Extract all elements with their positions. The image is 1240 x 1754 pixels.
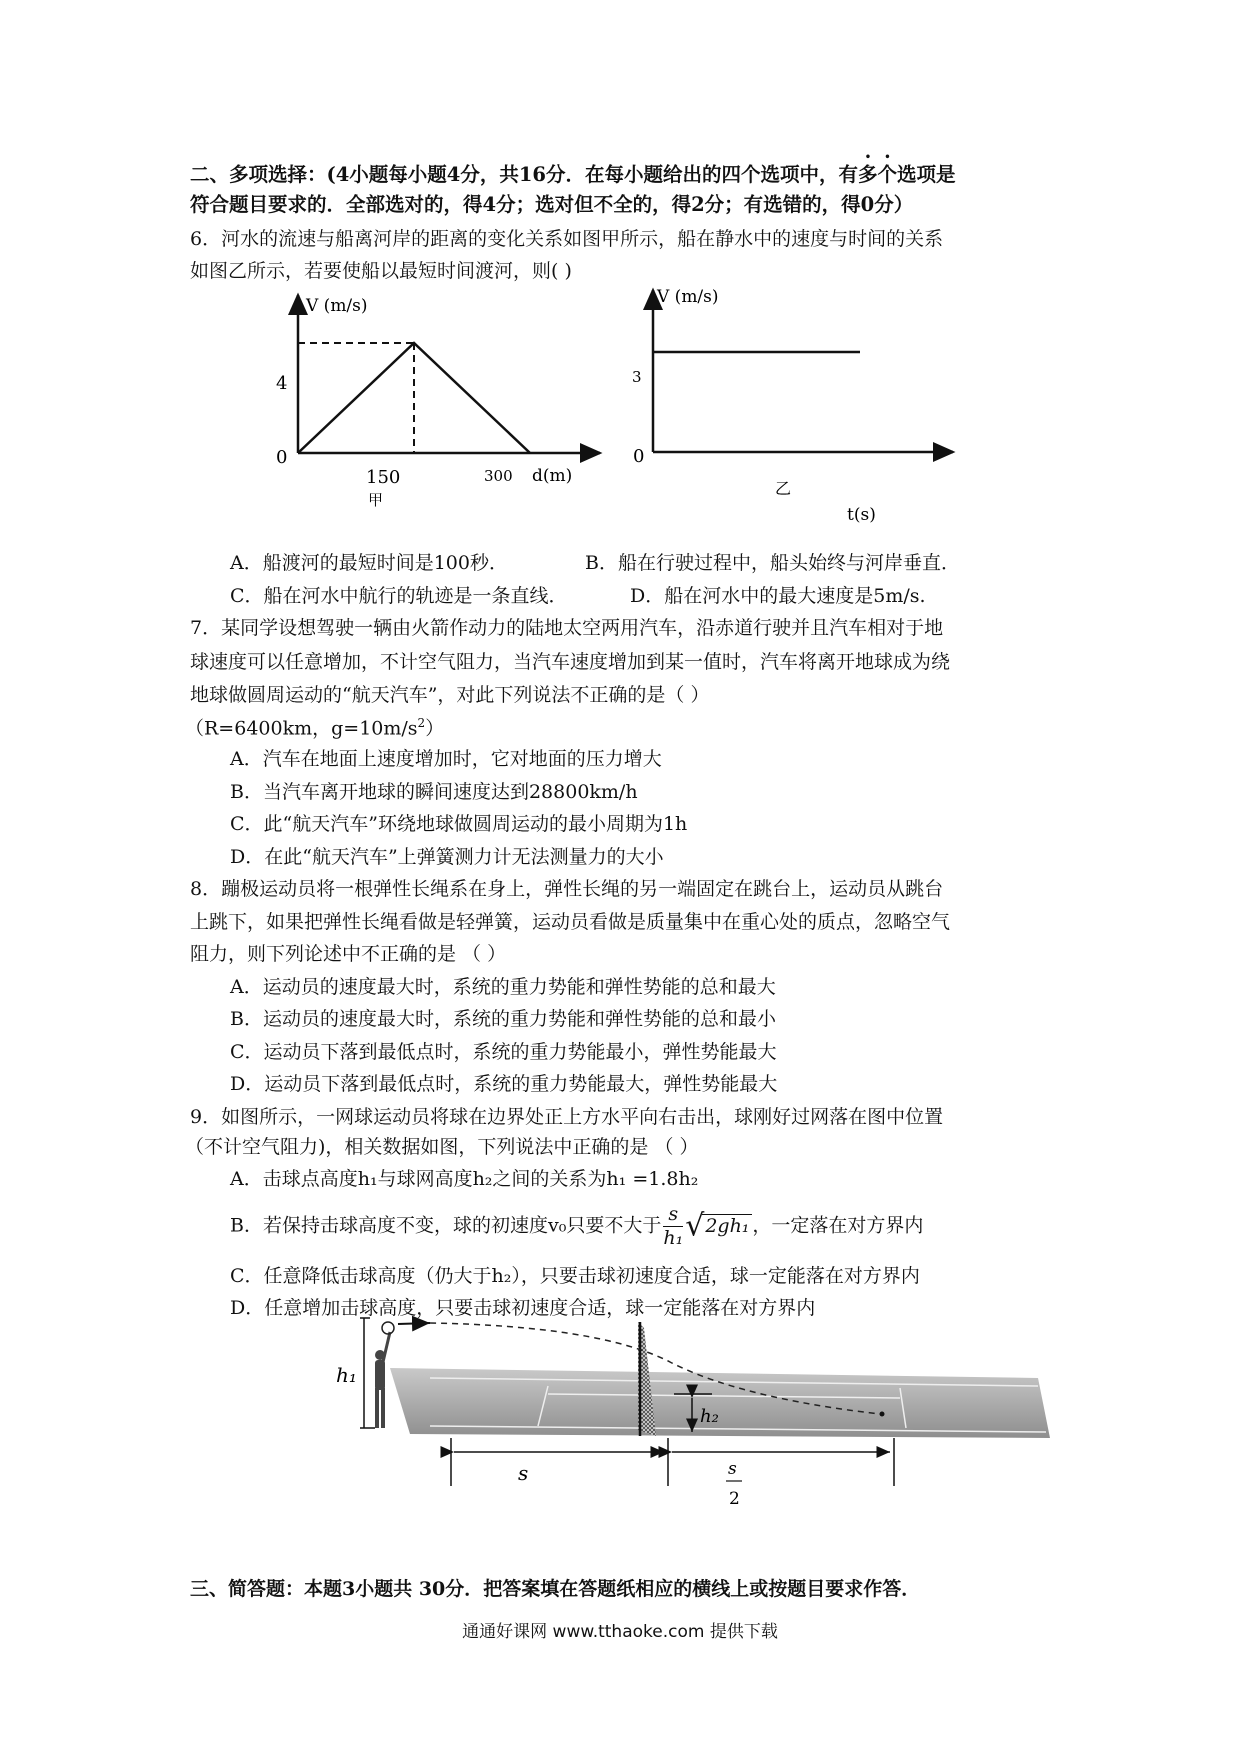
q8-stem-line2: 上跳下，如果把弹性长绳看做是轻弹簧，运动员看做是质量集中在重心处的质点，忽略空气 xyxy=(190,911,951,933)
jia-origin: 0 xyxy=(276,447,288,468)
section2-header xyxy=(190,152,956,186)
q9-stem-line1: 9．如图所示，一网球运动员将球在边界处正上方水平向右击出，球刚好过网落在图中位置 xyxy=(190,1106,944,1128)
footer-watermark: 通通好课网 www.tthaoke.com 提供下载 xyxy=(462,1622,778,1642)
q9-option-b-sqrt: 2gh₁ xyxy=(702,1214,752,1238)
q7-given-sup: 2 xyxy=(417,716,426,730)
q6-graph-yi xyxy=(625,280,965,530)
q9-option-b-prefix: B．若保持击球高度不变，球的初速度v₀只要不大于 xyxy=(230,1214,662,1237)
jia-ylabel: V (m/s) xyxy=(306,296,368,316)
q7-option-a: A．汽车在地面上速度增加时，它对地面的压力增大 xyxy=(230,748,662,770)
yi-xlabel: t(s) xyxy=(847,505,876,525)
jia-x-tick-150: 150 xyxy=(366,467,401,488)
jia-xlabel: d(m) xyxy=(532,466,573,486)
q8-stem-line3: 阻力，则下列论述中不正确的是 （ ） xyxy=(190,943,507,965)
q8-option-a: A．运动员的速度最大时，系统的重力势能和弹性势能的总和最大 xyxy=(230,976,776,998)
q7-option-c: C．此“航天汽车”环绕地球做圆周运动的最小周期为1h xyxy=(230,813,688,835)
q7-stem-line1: 7．某同学设想驾驶一辆由火箭作动力的陆地太空两用汽车，沿赤道行驶并且汽车相对于地 xyxy=(190,617,944,639)
h2-label: h₂ xyxy=(700,1406,719,1427)
q9-option-a: A．击球点高度h₁与球网高度h₂之间的关系为h₁ =1.8h₂ xyxy=(230,1168,699,1190)
q6-option-c: C．船在河水中航行的轨迹是一条直线． xyxy=(230,585,568,607)
q7-given xyxy=(185,716,444,740)
q7-stem-line2: 球速度可以任意增加，不计空气阻力，当汽车速度增加到某一值时，汽车将离开地球成为绕 xyxy=(190,651,951,673)
q6-option-a: A．船渡河的最短时间是100秒． xyxy=(230,552,508,574)
h1-label: h₁ xyxy=(336,1363,357,1387)
ball-landing-icon xyxy=(880,1412,885,1417)
jia-y-tick-4: 4 xyxy=(276,373,288,394)
section2-header-emph: 多个 xyxy=(858,163,898,186)
q6-graph-jia xyxy=(260,285,620,515)
q6-option-d: D．船在河水中的最大速度是5m/s. xyxy=(630,585,926,607)
section2-header-part2: 选项是 xyxy=(897,163,956,186)
half-s-denominator: 2 xyxy=(729,1489,740,1509)
s-label: s xyxy=(518,1461,529,1485)
q9-option-c: C．任意降低击球高度（仍大于h₂），只要击球初速度合适，球一定能落在对方界内 xyxy=(230,1265,920,1287)
q9-option-b-frac-num: s xyxy=(663,1205,683,1227)
q6-stem-line1: 6．河水的流速与船离河岸的距离的变化关系如图甲所示，船在静水中的速度与时间的关系 xyxy=(190,228,944,250)
q9-option-b-fraction xyxy=(663,1205,683,1248)
q8-stem-line1: 8．蹦极运动员将一根弹性长绳系在身上，弹性长绳的另一端固定在跳台上，运动员从跳台 xyxy=(190,878,944,900)
ball-direction-arrow xyxy=(398,1323,430,1324)
q9-option-b-frac-den: h₁ xyxy=(663,1227,684,1249)
q7-given-prefix: （R=6400km，g=10m/s xyxy=(185,717,418,740)
yi-ylabel: V (m/s) xyxy=(657,287,719,307)
q9-option-b-suffix: ，一定落在对方界内 xyxy=(752,1214,924,1237)
q8-option-d: D．运动员下落到最低点时，系统的重力势能最大，弹性势能最大 xyxy=(230,1073,778,1095)
yi-caption: 乙 xyxy=(775,479,792,498)
yi-y-tick-3: 3 xyxy=(632,368,642,386)
jia-caption: 甲 xyxy=(368,491,384,509)
section3-header: 三、简答题：本题3小题共 30分．把答案填在答题纸相应的横线上或按题目要求作答． xyxy=(190,1578,921,1600)
section2-header-part1: 二、多项选择：(4小题每小题4分，共16分．在每小题给出的四个选项中，有 xyxy=(190,163,858,186)
tennis-player-icon xyxy=(375,1322,394,1428)
q6-option-b: B．船在行驶过程中，船头始终与河岸垂直． xyxy=(585,552,960,574)
q7-stem-line3: 地球做圆周运动的“航天汽车”，对此下列说法不正确的是（ ） xyxy=(190,684,710,706)
sqrt-sign-icon: √ xyxy=(685,1208,705,1244)
yi-origin: 0 xyxy=(633,446,645,467)
section2-header-line2: 符合题目要求的．全部选对的，得4分；选对但不全的，得2分；有选错的，得0分） xyxy=(190,193,914,216)
q9-option-d: D．任意增加击球高度，只要击球初速度合适，球一定能落在对方界内 xyxy=(230,1297,816,1319)
q9-tennis-figure xyxy=(336,1318,1060,1528)
q7-option-d: D．在此“航天汽车”上弹簧测力计无法测量力的大小 xyxy=(230,846,664,868)
q6-stem-line2: 如图乙所示，若要使船以最短时间渡河，则( ) xyxy=(190,260,572,282)
q7-given-suffix: ） xyxy=(425,717,445,740)
half-s-numerator: s xyxy=(728,1459,737,1479)
q9-option-b xyxy=(230,1205,923,1248)
q8-option-b: B．运动员的速度最大时，系统的重力势能和弹性势能的总和最小 xyxy=(230,1008,776,1030)
jia-x-tick-300: 300 xyxy=(484,467,513,485)
q9-stem-line2: （不计空气阻力)，相关数据如图，下列说法中正确的是 （ ） xyxy=(185,1136,699,1158)
q8-option-c: C．运动员下落到最低点时，系统的重力势能最小，弹性势能最大 xyxy=(230,1041,777,1063)
q7-option-b: B．当汽车离开地球的瞬间速度达到28800km/h xyxy=(230,781,638,803)
